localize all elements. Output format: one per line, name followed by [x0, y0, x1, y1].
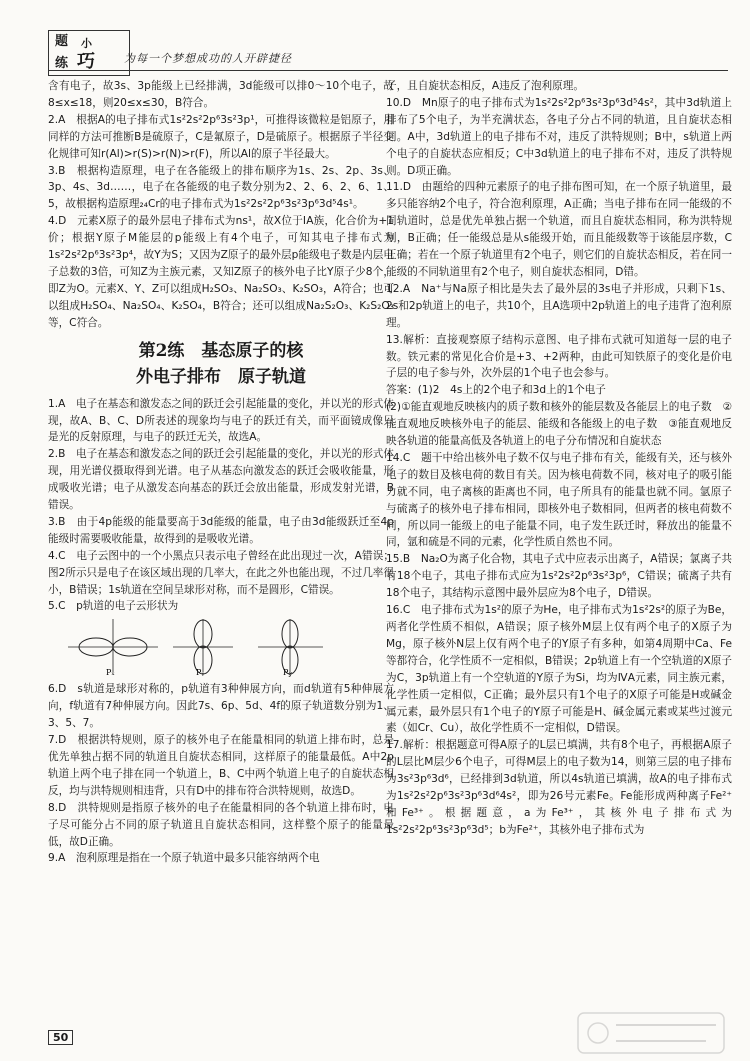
answer-line: 答案：(1)2 4s上的2个电子和3d上的1个电子 — [386, 384, 606, 397]
brand-logo: 题 小 练 巧 — [48, 30, 130, 76]
section-title: 第2练 基态原子的核 外电子排布 原子轨道 — [136, 340, 306, 387]
answer-paragraph: 4.D 元素X原子的最外层电子排布式为ns¹，故X位于ⅠA族，化合价为+1价；根据Y原子M能层的p能级上有4个电子，可知其电子排布式为1s²2s²2p⁶3s²3p⁴，故Y为S；又因为Z原子的最外层p能级电子数是内层电子总数的3倍，可知Z为主族元素，又知Z原子的核外电子比Y原子少8个，即Z为O。元素X、Y、Z可以组成H₂SO₃、Na₂SO₃、K₂SO₃，A符合；也可以组成H₂SO₄、Na₂SO₄、K₂SO₄，B符合；还可以组成Na₂S₂O₃、K₂S₂O₃等，C符合。 — [48, 215, 394, 329]
answer-paragraph: 3.B 根据构造原理，电子在各能级上的排布顺序为1s、2s、2p、3s、3p、4s、3d……，电子在各能级的电子数分别为2、2、6、2、6、1、5，故根据构造原理₂₄Cr的电子排布式为1s²2s²2p⁶3s²3p⁶3d⁵4s¹。 — [48, 164, 394, 211]
answer-paragraph: 4.C 电子云图中的一个小黑点只表示电子曾经在此出现过一次，A错误；图2所示只是电子在该区域出现的几率大，在此之外也能出现，不过几率很小，B错误；1s轨道在空间呈球形对称，而不是圆形，C错误。 — [48, 549, 394, 596]
p-orbital-svg — [48, 617, 348, 677]
answer-paragraph: 7.D 根据洪特规则，原子的核外电子在能量相同的轨道上排布时，总是优先单独占据不同的轨道且自旋状态相同，这样原子的能量最低。A中2p轨道上两个电子排在同一个轨道上，B、C中两个轨道上电子的自旋状态相反，均与洪特规则相违背，只有D中的排布符合洪特规则，故选D。 — [48, 734, 394, 797]
pz-label: P𝓏 — [283, 668, 293, 678]
px-label: Pₓ — [106, 668, 115, 678]
answer-line: (2)①能直观地反映核内的质子数和核外的能层数及各能层上的电子数 ②能直观地反映核外电子的能层、能级和各能级上的电子数 ③能直观地反映各轨道的能量高低及各轨道上的电子分布情况和自旋状态 — [386, 401, 732, 448]
answer-paragraph: 2.A 根据A的电子排布式1s²2s²2p⁶3s²3p¹，可推得该微粒是铝原子，用同样的方法可推断B是硫原子，C是氟原子，D是硫原子。根据原子半径变化规律可知r(Al)>r(S)>r(N)>r(F)，所以Al的原子半径最大。 — [48, 113, 394, 160]
answer-paragraph: 10.D Mn原子的电子排布式为1s²2s²2p⁶3s²3p⁶3d⁵4s²，其中3d轨道上排布了5个电子，为半充满状态，各电子分占不同的轨道，且自旋状态相同。A中，3d轨道上的电子排布不对，违反了洪特规则；B中，s轨道上两个电子的自旋状态应相反；C中3d轨道上的电子排布不对，违反了洪特规则。D项正确。 — [386, 96, 732, 177]
answer-paragraph: 17.解析：根据题意可得A原子的L层已填满，共有8个电子，再根据A原子的L层比M层少6个电子，可得M层上的电子数为14，则第三层的电子排布为3s²3p⁶3d⁶，已经排到3d轨道，所以4s轨道已填满，故A的电子排布式为1s²2s²2p⁶3s²3p⁶3d⁶4s²，即为26号元素Fe。Fe能形成两种离子Fe²⁺和Fe³⁺。根据题意，a为Fe³⁺，其核外电子排布式为1s²2s²2p⁶3s²3p⁶3d⁵；b为Fe²⁺，其核外电子排布式为 — [386, 739, 732, 836]
right-column — [386, 78, 732, 839]
watermark-logo — [576, 1011, 726, 1055]
header-rule — [48, 70, 728, 71]
p-orbital-diagram — [48, 617, 394, 677]
answer-paragraph: 3.B 由于4p能级的能量要高于3d能级的能量，电子由3d能级跃迁至4p能级时需要吸收能量，故得到的是吸收光谱。 — [48, 515, 394, 545]
answer-paragraph: 11.D 由题给的四种元素原子的电子排布图可知，在一个原子轨道里，最多只能容纳2个电子，符合泡利原理，A正确；当电子排布在同一能级的不同轨道时，总是优先单独占据一个轨道，而且自旋状态相同，称为洪特规则，B正确；任一能级总是从s能级开始，而且能级数等于该能层序数，C正确；若在一个原子轨道里有2个电子，则它们的自旋状态相反，若在同一能级的不同轨道里有2个电子，则自旋状态相同，D错。 — [386, 181, 732, 278]
answer-paragraph: 16.C 电子排布式为1s²的原子为He，电子排布式为1s²2s²的原子为Be，两者化学性质不相似，A错误；原子核外M层上仅有两个电子的X原子为Mg，原子核外N层上仅有两个电子的Y原子有多种，如第4周期中Ca、Fe等都符合，化学性质不一定相似，B错误；2p轨道上有一个空轨道的X原子为C，3p轨道上有一个空轨道的Y原子为Si，均为ⅣA元素，同主族元素，化学性质一定相似，C正确；最外层只有1个电子的X原子可能是H或碱金属元素，最外层只有1个电子的Y原子可能是H、碱金属元素或某些过渡元素（如Cr、Cu），故化学性质不一定相似，D错误。 — [386, 604, 732, 735]
answer-paragraph: 2.B 电子在基态和激发态之间的跃迁会引起能量的变化，并以光的形式体现，用光谱仪摄取得到光谱。电子从基态向激发态的跃迁会吸收能量，形成吸收光谱；电子从激发态向基态的跃迁会放出能量，形成发射光谱，B错误。 — [48, 448, 394, 512]
left-column — [48, 78, 394, 867]
answer-paragraph: 子，且自旋状态相反，A违反了泡利原理。 — [386, 80, 584, 92]
answer-paragraph: 5.C p轨道的电子云形状为 — [48, 600, 179, 613]
py-label: Pᵧ — [196, 668, 205, 678]
answer-paragraph: 13.解析：直接观察原子结构示意图、电子排布式就可知道每一层的电子数。铁元素的常见化合价是+3、+2两种，由此可知铁原子的变化是价电子层的电子参与外，次外层的1个电子也会参与。 — [386, 333, 732, 380]
page-number: 50 — [48, 1030, 73, 1045]
page-header — [28, 30, 728, 76]
answer-paragraph: 14.C 题干中给出核外电子数不仅与电子排布有关，能级有关，还与核外电子的数目及核电荷的数目有关。因为核电荷数不同，核对电子的吸引能力就不同，电子离核的距离也不同，电子所具有的能量也就不同。氩原子与硫离子的核外电子排布相同，即核外电子数相同，但两者的核电荷数不同，所以同一能级上的电子能量不同，电子发生跃迁时，释放出的能量不同，氩和硫是不同的元素，化学性质自然也不同。 — [386, 451, 732, 549]
answer-paragraph: 15.B Na₂O为离子化合物，其电子式中应表示出离子，A错误；氯离子共有18个电子，其电子排布式应为1s²2s²2p⁶3s²3p⁶，C错误；硫离子共有18个电子，其结构示意图中最外层应为8个电子，D错误。 — [386, 553, 732, 600]
answer-paragraph: 6.D s轨道是球形对称的，p轨道有3种伸展方向，而d轨道有5种伸展方向，f轨道有7种伸展方向。因此7s、6p、5d、4f的原子轨道数分别为1、3、5、7。 — [48, 683, 394, 730]
slogan: 为每一个梦想成功的人开辟捷径 — [124, 52, 292, 65]
answer-paragraph: 1.A 电子在基态和激发态之间的跃迁会引起能量的变化，并以光的形式体现，故A、B、C、D所表述的现象均与电子的跃迁有关，而平面镜成像只是光的反射原理，与电子的跃迁无关，故选A。 — [48, 397, 394, 444]
answer-paragraph: 9.A 泡利原理是指在一个原子轨道中最多只能容纳两个电 — [48, 852, 320, 865]
answer-paragraph: 8.D 洪特规则是指原子核外的电子在能量相同的各个轨道上排布时，电子尽可能分占不同的原子轨道且自旋状态相同，这样整个原子的能量最低，故D正确。 — [48, 801, 394, 848]
answer-paragraph: 12.A Na⁺与Na原子相比是失去了最外层的3s电子并形成，只剩下1s、2s和2p轨道上的电子，共10个，且A选项中2p轨道上的电子违背了泡利原理。 — [386, 282, 732, 329]
answer-paragraph: 含有电子，故3s、3p能级上已经排满，3d能级可以排0～10个电子，故8≤x≤18，则20≤x≤30，B符合。 — [48, 80, 394, 109]
